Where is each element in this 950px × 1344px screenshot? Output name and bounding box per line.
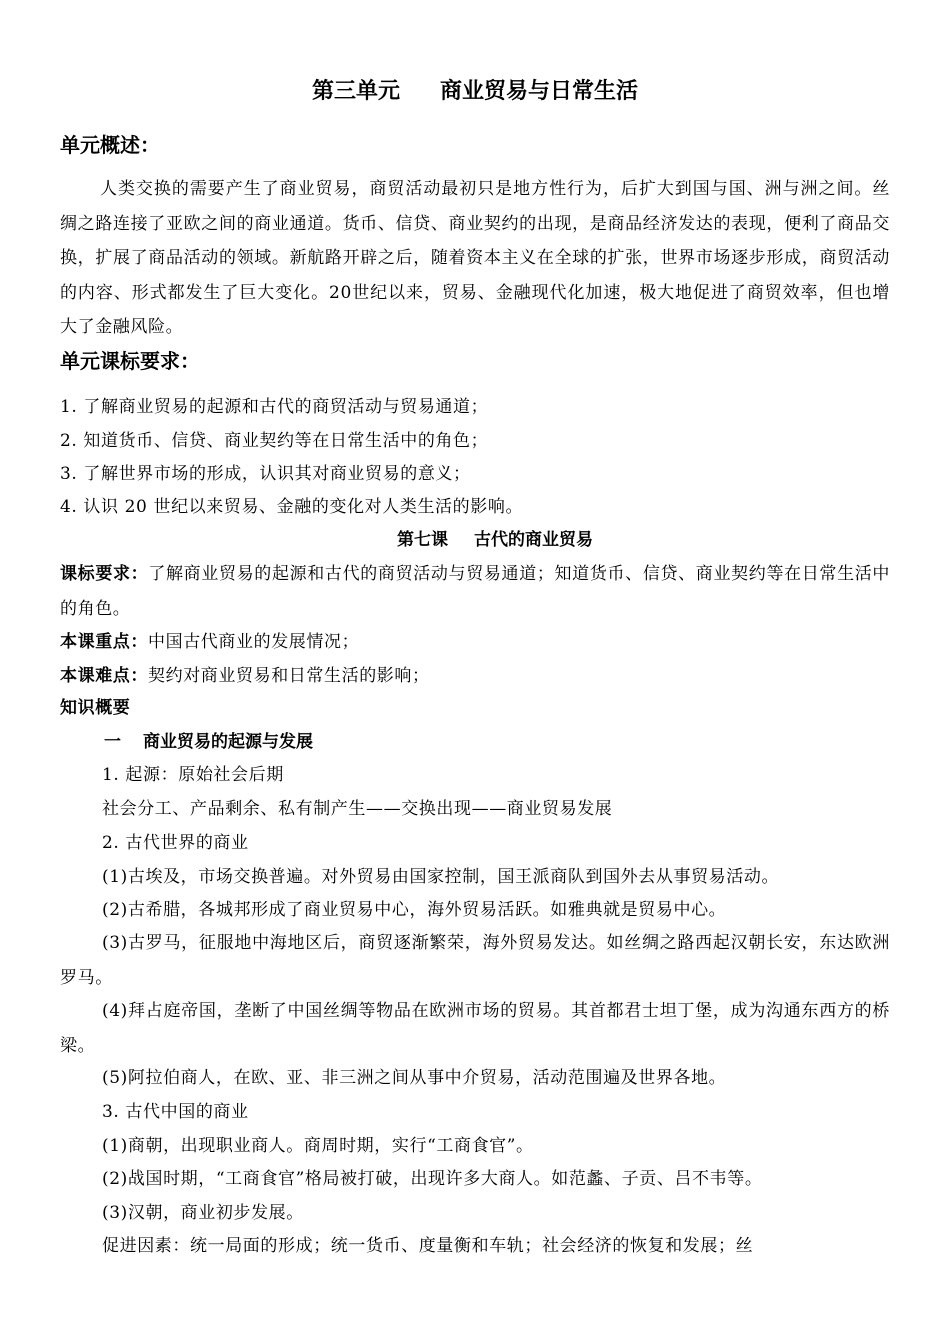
promoting-factors: 促进因素：统一局面的形成；统一货币、度量衡和车轨；社会经济的恢复和发展；丝 bbox=[102, 1236, 754, 1256]
section-1-heading bbox=[104, 725, 313, 759]
key-text: 中国古代商业的发展情况； bbox=[148, 632, 360, 652]
china-item-shang: (1)商朝，出现职业商人。商周时期，实行“工商食官”。 bbox=[102, 1136, 534, 1156]
world-item-byzantium: (4)拜占庭帝国，垄断了中国丝绸等物品在欧洲市场的贸易。其首都君士坦丁堡，成为沟通东西方的桥梁。 bbox=[60, 1001, 890, 1056]
unit-number: 第三单元 bbox=[311, 79, 400, 104]
lesson-difficulty bbox=[60, 659, 900, 693]
standard-item-3: 3. 了解世界市场的形成，认识其对商业贸易的意义； bbox=[60, 464, 471, 484]
world-item-egypt: (1)古埃及，市场交换普遍。对外贸易由国家控制，国王派商队到国外去从事贸易活动。 bbox=[102, 867, 780, 887]
lesson-name: 古代的商业贸易 bbox=[474, 530, 593, 550]
origin-line: 1. 起源：原始社会后期 bbox=[102, 765, 284, 785]
lesson-title bbox=[0, 523, 950, 557]
world-commerce-heading: 2. 古代世界的商业 bbox=[102, 833, 249, 853]
section-1-title: 商业贸易的起源与发展 bbox=[143, 732, 313, 752]
china-item-warring-states: (2)战国时期，“工商食官”格局被打破，出现许多大商人。如范蠡、子贡、吕不韦等。 bbox=[102, 1169, 763, 1189]
difficulty-label: 本课难点： bbox=[60, 666, 148, 686]
standards-heading: 单元课标要求： bbox=[60, 349, 200, 373]
lesson-number: 第七课 bbox=[397, 530, 448, 550]
overview-paragraph: 人类交换的需要产生了商业贸易，商贸活动最初只是地方性行为，后扩大到国与国、洲与洲之间。丝绸之路连接了亚欧之间的商业通道。货币、信贷、商业契约的出现，是商品经济发达的表现，便利了商品交换，扩展了商品活动的领域。新航路开辟之后，随着资本主义在全球的扩张，世界市场逐步形成，商贸活动的内容、形式都发生了巨大变化。20世纪以来，贸易、金融现代化加速，极大地促进了商贸效率，但也增大了金融风险。 bbox=[60, 179, 890, 337]
overview-heading: 单元概述： bbox=[60, 133, 160, 157]
knowledge-overview-label: 知识概要 bbox=[60, 698, 131, 718]
lesson-requirement bbox=[60, 557, 890, 626]
china-item-han: (3)汉朝，商业初步发展。 bbox=[102, 1203, 304, 1223]
standard-item-4: 4. 认识 20 世纪以来贸易、金融的变化对人类生活的影响。 bbox=[60, 497, 524, 517]
requirement-label: 课标要求： bbox=[60, 564, 149, 584]
world-item-rome: (3)古罗马，征服地中海地区后，商贸逐渐繁荣，海外贸易发达。如丝绸之路西起汉朝长安，东达欧洲罗马。 bbox=[60, 933, 890, 988]
world-item-arab: (5)阿拉伯商人，在欧、亚、非三洲之间从事中介贸易，活动范围遍及世界各地。 bbox=[102, 1068, 727, 1088]
key-label: 本课重点： bbox=[60, 632, 148, 652]
china-commerce-heading: 3. 古代中国的商业 bbox=[102, 1102, 249, 1122]
section-1-number: 一 bbox=[104, 732, 121, 752]
standard-item-1: 1. 了解商业贸易的起源和古代的商贸活动与贸易通道； bbox=[60, 397, 489, 417]
requirement-text: 了解商业贸易的起源和古代的商贸活动与贸易通道；知道货币、信贷、商业契约等在日常生活中的角色。 bbox=[60, 564, 891, 619]
standard-item-2: 2. 知道货币、信贷、商业契约等在日常生活中的角色； bbox=[60, 431, 489, 451]
origin-chain: 社会分工、产品剩余、私有制产生——交换出现——商业贸易发展 bbox=[102, 799, 613, 819]
unit-name: 商业贸易与日常生活 bbox=[440, 79, 639, 104]
world-item-greece: (2)古希腊，各城邦形成了商业贸易中心，海外贸易活跃。如雅典就是贸易中心。 bbox=[102, 900, 727, 920]
unit-title bbox=[0, 76, 950, 108]
lesson-key-point bbox=[60, 625, 900, 659]
difficulty-text: 契约对商业贸易和日常生活的影响； bbox=[148, 666, 430, 686]
